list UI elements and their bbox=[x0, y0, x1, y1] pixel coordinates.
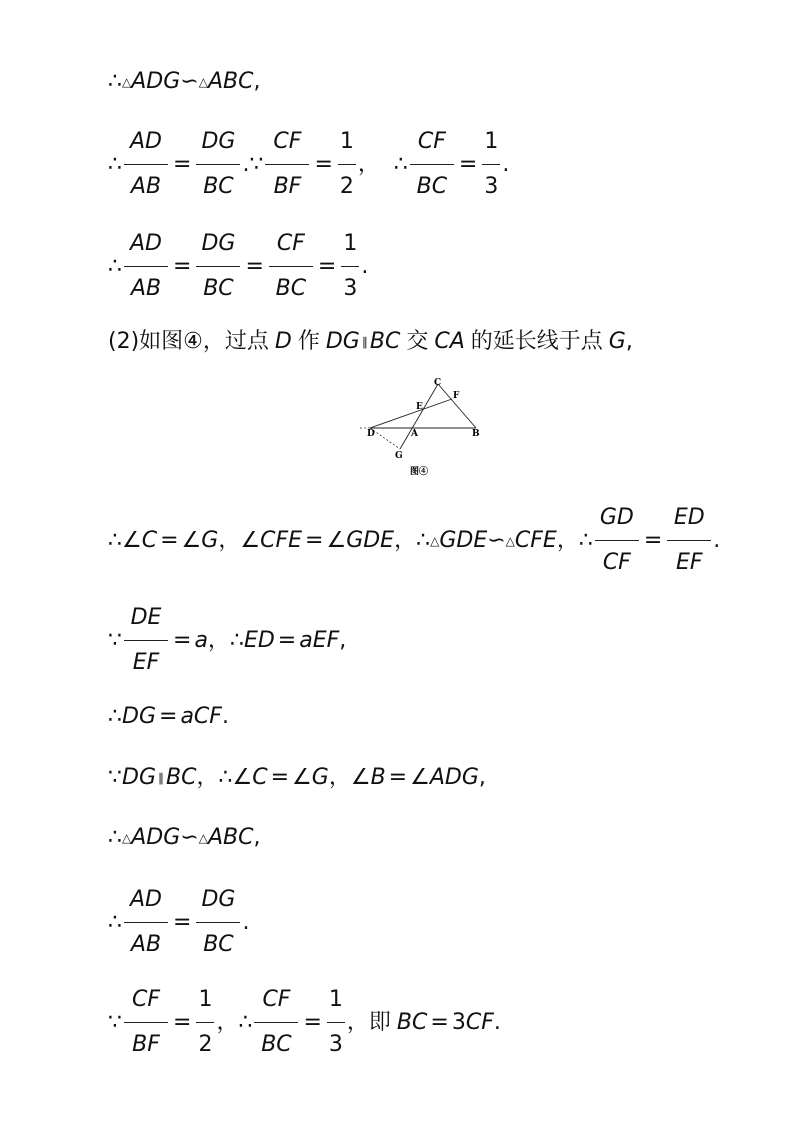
punct: ， bbox=[218, 527, 241, 553]
line-angles-similar bbox=[108, 504, 720, 577]
fraction bbox=[196, 128, 240, 201]
triangle-name: ABC bbox=[207, 825, 254, 850]
variable: a bbox=[194, 627, 208, 653]
equals: = bbox=[303, 1009, 322, 1035]
numerator: 1 bbox=[198, 987, 213, 1012]
denominator: AB bbox=[130, 276, 162, 301]
denominator: EF bbox=[132, 650, 160, 675]
equals: = bbox=[173, 1009, 192, 1035]
segment-label: DG bbox=[122, 704, 156, 729]
fraction bbox=[124, 230, 168, 303]
similar-symbol: ∽ bbox=[487, 527, 506, 553]
segment-label: CA bbox=[434, 329, 465, 354]
triangle-name: ADG bbox=[131, 69, 181, 94]
denominator: BC bbox=[275, 276, 307, 301]
therefore-symbol: ∴ bbox=[108, 825, 122, 850]
angle-symbol: ∠ bbox=[350, 765, 371, 790]
angle-label: G bbox=[201, 527, 219, 553]
fraction bbox=[265, 128, 309, 201]
punct: , bbox=[253, 825, 261, 850]
angle-symbol: ∠ bbox=[292, 765, 312, 790]
equals: = bbox=[643, 527, 663, 553]
punct: . bbox=[242, 909, 250, 935]
therefore-symbol: ∴ bbox=[108, 527, 122, 553]
triangle-name: GDE bbox=[439, 527, 488, 553]
fraction bbox=[124, 128, 168, 201]
coefficient: 3 bbox=[451, 1009, 466, 1035]
therefore-symbol: ∴ bbox=[393, 151, 408, 177]
label-g: G bbox=[395, 451, 403, 461]
fraction bbox=[482, 128, 500, 201]
because-symbol: ∵ bbox=[108, 765, 122, 790]
denominator: EF bbox=[675, 550, 703, 575]
fraction bbox=[667, 504, 711, 577]
equals: = bbox=[277, 627, 297, 653]
punct: , bbox=[339, 627, 347, 653]
punct: , bbox=[253, 69, 261, 94]
numerator: DE bbox=[130, 605, 162, 630]
equals: = bbox=[388, 765, 408, 790]
line-ratio-a bbox=[108, 604, 346, 677]
line-similar-triangles-2 bbox=[108, 824, 260, 852]
expression: aEF bbox=[299, 627, 340, 653]
denominator: CF bbox=[602, 550, 631, 575]
segment-label: BC bbox=[166, 765, 197, 790]
angle-symbol: ∠ bbox=[181, 527, 202, 553]
numerator: ED bbox=[673, 505, 705, 530]
text: 即 bbox=[368, 1009, 391, 1035]
parallel-symbol: ∥ bbox=[158, 771, 164, 785]
denominator: BF bbox=[132, 1032, 160, 1057]
label-e: E bbox=[416, 402, 423, 412]
equals: = bbox=[245, 253, 264, 279]
punct: ， bbox=[328, 765, 351, 790]
triangle-symbol: △ bbox=[430, 533, 440, 548]
numerator: 1 bbox=[328, 987, 343, 1012]
punct: ， bbox=[556, 527, 579, 553]
equals: = bbox=[173, 253, 192, 279]
fraction bbox=[338, 128, 356, 201]
denominator: BF bbox=[273, 174, 302, 199]
angle-symbol: ∠ bbox=[232, 765, 253, 790]
numerator: CF bbox=[417, 129, 446, 154]
point-label: G bbox=[608, 329, 626, 354]
therefore-symbol: ∴ bbox=[108, 704, 122, 729]
punct: . bbox=[502, 151, 510, 177]
label-f: F bbox=[453, 391, 460, 401]
denominator: BC bbox=[416, 174, 448, 199]
equals: = bbox=[305, 527, 324, 553]
segment-label: DG bbox=[122, 765, 156, 790]
line-part-2-intro bbox=[108, 328, 633, 356]
line-parallel-angles bbox=[108, 764, 486, 792]
equals: = bbox=[159, 704, 178, 729]
text: 交 bbox=[406, 329, 429, 354]
denominator: BC bbox=[261, 1032, 292, 1057]
similar-symbol: ∽ bbox=[180, 69, 199, 94]
therefore-symbol: ∴ bbox=[108, 69, 122, 94]
punct: ， bbox=[346, 1009, 369, 1035]
denominator: 3 bbox=[328, 1032, 343, 1057]
equals: = bbox=[458, 151, 478, 177]
segment-cg bbox=[400, 384, 438, 449]
segment-label: ED bbox=[243, 627, 275, 653]
numerator: CF bbox=[273, 129, 302, 154]
line-ratio-equations bbox=[108, 128, 509, 201]
denominator: BC bbox=[203, 174, 234, 199]
label-b: B bbox=[472, 429, 480, 439]
angle-label: G bbox=[311, 765, 329, 790]
fraction bbox=[595, 504, 639, 577]
text: 的延长线于点 bbox=[470, 329, 603, 354]
text: 作 bbox=[297, 329, 320, 354]
denominator: 3 bbox=[484, 174, 499, 199]
denominator: AB bbox=[130, 174, 162, 199]
numerator: DG bbox=[201, 887, 236, 912]
fraction bbox=[254, 986, 298, 1059]
punct: ， bbox=[196, 765, 219, 790]
triangle-name: ABC bbox=[207, 69, 254, 94]
point-label: D bbox=[274, 329, 292, 354]
triangle-symbol: △ bbox=[122, 831, 132, 845]
similar-symbol: ∽ bbox=[180, 825, 199, 850]
fraction bbox=[410, 128, 454, 201]
equals: = bbox=[270, 765, 290, 790]
denominator: BC bbox=[203, 932, 234, 957]
therefore-symbol: ∴ bbox=[238, 1009, 253, 1035]
angle-label: GDE bbox=[346, 527, 395, 553]
therefore-symbol: ∴ bbox=[416, 527, 431, 553]
equals: = bbox=[314, 151, 333, 177]
therefore-symbol: ∴ bbox=[229, 627, 244, 653]
numerator: CF bbox=[262, 987, 291, 1012]
denominator: BC bbox=[203, 276, 234, 301]
punct: ， bbox=[357, 151, 380, 177]
numerator: CF bbox=[131, 987, 160, 1012]
because-symbol: ∵ bbox=[108, 1009, 122, 1035]
punct: , bbox=[478, 765, 486, 790]
numerator: 1 bbox=[484, 129, 499, 154]
equals: = bbox=[160, 527, 179, 553]
label-d: D bbox=[367, 429, 375, 439]
punct: ， bbox=[216, 1009, 239, 1035]
numerator: AD bbox=[130, 129, 162, 154]
fraction bbox=[124, 986, 168, 1059]
angle-symbol: ∠ bbox=[326, 527, 347, 553]
numerator: CF bbox=[276, 231, 305, 256]
triangle-symbol: △ bbox=[198, 831, 208, 845]
numerator: 1 bbox=[343, 231, 358, 256]
numerator: DG bbox=[201, 129, 236, 154]
fraction bbox=[124, 604, 168, 677]
angle-label: ADG bbox=[429, 765, 479, 790]
angle-label: B bbox=[370, 765, 386, 790]
fraction bbox=[327, 986, 345, 1059]
angle-symbol: ∠ bbox=[410, 765, 430, 790]
equals: = bbox=[173, 909, 192, 935]
parallel-symbol: ∥ bbox=[361, 335, 368, 349]
punct: . bbox=[713, 527, 721, 553]
numerator: AD bbox=[130, 887, 162, 912]
segment-label: DG bbox=[325, 329, 360, 354]
triangle-symbol: △ bbox=[122, 75, 132, 89]
fraction bbox=[196, 886, 240, 959]
equals: = bbox=[173, 151, 192, 177]
punct: . bbox=[361, 253, 369, 279]
text: (2)如图④，过点 bbox=[108, 329, 269, 354]
punct: . bbox=[493, 1009, 501, 1035]
fraction bbox=[269, 230, 313, 303]
angle-symbol: ∠ bbox=[240, 527, 261, 553]
geometry-figure bbox=[358, 374, 508, 484]
triangle-symbol: △ bbox=[505, 533, 515, 548]
fraction bbox=[196, 986, 214, 1059]
angle-label: C bbox=[141, 527, 158, 553]
line-dg-equals bbox=[108, 703, 229, 731]
because-symbol: ∵ bbox=[108, 627, 122, 653]
triangle-name: ADG bbox=[131, 825, 181, 850]
line-ratio-result bbox=[108, 230, 368, 303]
punct: , bbox=[625, 329, 633, 354]
therefore-symbol: ∴ bbox=[108, 909, 122, 935]
equals: = bbox=[317, 253, 337, 279]
line-conclusion bbox=[108, 986, 501, 1059]
line-similar-triangles-1 bbox=[108, 68, 260, 96]
punct: ， bbox=[394, 527, 417, 553]
therefore-symbol: ∴ bbox=[218, 765, 233, 790]
label-c: C bbox=[434, 378, 442, 388]
numerator: AD bbox=[130, 231, 162, 256]
denominator: 2 bbox=[339, 174, 354, 199]
denominator: 2 bbox=[198, 1032, 213, 1057]
label-a: A bbox=[411, 429, 418, 439]
angle-label: CFE bbox=[260, 527, 303, 553]
therefore-symbol: ∴ bbox=[108, 151, 122, 177]
fraction bbox=[124, 886, 168, 959]
therefore-symbol: ∴ bbox=[578, 527, 593, 553]
segment-label: BC bbox=[396, 1009, 428, 1035]
punct: . bbox=[221, 704, 229, 729]
segment-label: CF bbox=[465, 1009, 494, 1035]
triangle-symbol: △ bbox=[198, 75, 208, 89]
numerator: 1 bbox=[339, 129, 354, 154]
fraction bbox=[196, 230, 240, 303]
line-ratio-ad-dg bbox=[108, 886, 249, 959]
expression: aCF bbox=[180, 704, 222, 729]
denominator: AB bbox=[130, 932, 162, 957]
denominator: 3 bbox=[343, 276, 358, 301]
figure-caption: 图④ bbox=[410, 467, 429, 477]
equals: = bbox=[430, 1009, 449, 1035]
punct: ， bbox=[207, 627, 230, 653]
segment-df bbox=[370, 399, 452, 428]
numerator: DG bbox=[201, 231, 236, 256]
segment-label: BC bbox=[369, 329, 401, 354]
numerator: GD bbox=[599, 505, 634, 530]
triangle-name: CFE bbox=[514, 527, 557, 553]
punct: . bbox=[242, 151, 250, 177]
angle-label: C bbox=[252, 765, 268, 790]
therefore-symbol: ∴ bbox=[108, 253, 122, 279]
angle-symbol: ∠ bbox=[122, 527, 142, 553]
equals: = bbox=[173, 627, 192, 653]
because-symbol: ∵ bbox=[249, 151, 264, 177]
fraction bbox=[341, 230, 359, 303]
